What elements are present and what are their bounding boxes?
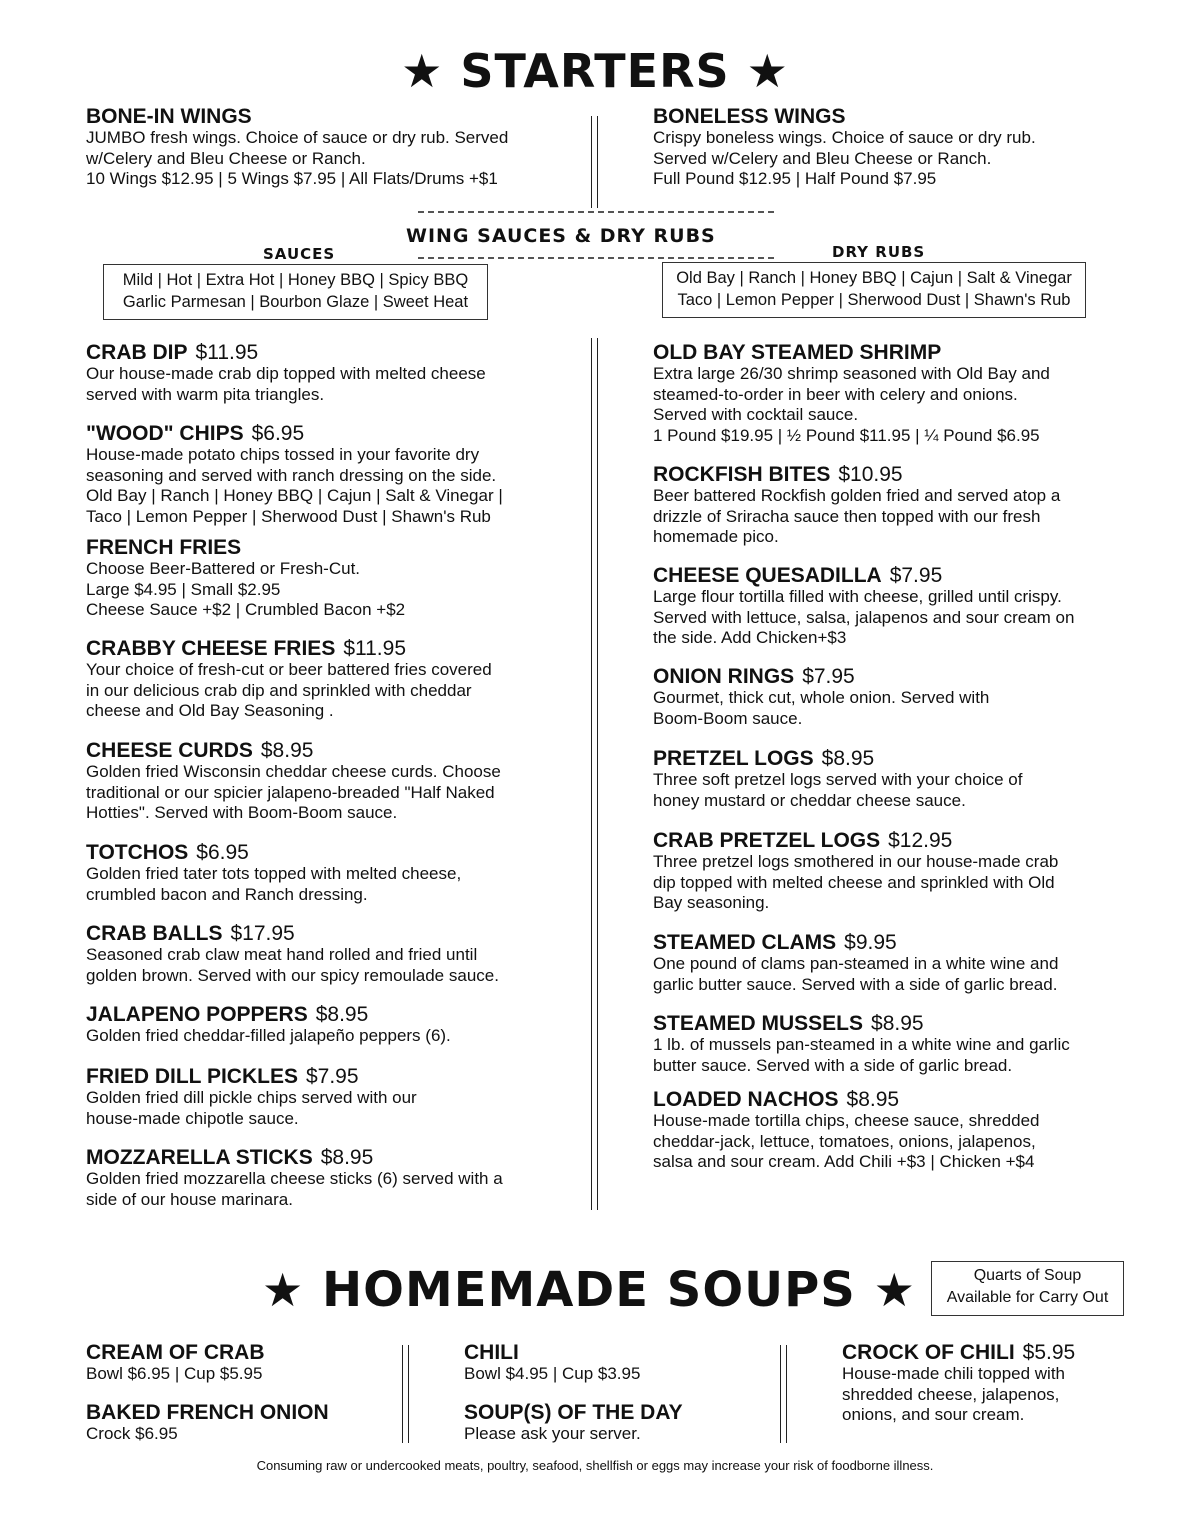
- item-name: STEAMED CLAMS $9.95: [653, 931, 897, 954]
- star-icon: ★: [262, 1263, 305, 1317]
- item-desc: Choose Beer-Battered or Fresh-Cut. Large $4.95 | Small $2.95 Cheese Sauce +$2 | Crumbled Bacon +$2: [86, 559, 406, 619]
- item-name: LOADED NACHOS $8.95: [653, 1088, 900, 1111]
- sauces-label: SAUCES: [263, 245, 336, 263]
- item-name: CRAB BALLS $17.95: [86, 922, 295, 945]
- item-price: $10.95: [838, 463, 903, 486]
- item-desc: Three soft pretzel logs served with your choice of honey mustard or cheddar cheese sauce.: [653, 770, 1023, 810]
- soup-item: [464, 1402, 683, 1445]
- item-name: CROCK OF CHILI $5.95: [842, 1341, 1076, 1364]
- menu-item: [653, 464, 1060, 548]
- item-desc: Bowl $6.95 | Cup $5.95: [86, 1364, 263, 1383]
- menu-item: [653, 565, 1074, 649]
- menu-item: [86, 1066, 417, 1129]
- menu-item: [86, 740, 501, 824]
- menu-item: [86, 923, 499, 986]
- menu-item: [653, 748, 1022, 811]
- dry-rubs-label: DRY RUBS: [832, 243, 926, 261]
- item-name: TOTCHOS $6.95: [86, 841, 249, 864]
- column-divider: [402, 1345, 409, 1443]
- soup-item: [86, 1342, 265, 1385]
- starters-heading: [0, 44, 1190, 98]
- menu-item-boneless-wings: [653, 106, 1036, 190]
- item-name: CRAB DIP $11.95: [86, 341, 259, 364]
- item-desc: One pound of clams pan-steamed in a white wine and garlic butter sauce. Served with a side of garlic bread.: [653, 954, 1059, 994]
- item-desc: Golden fried mozzarella cheese sticks (6) served with a side of our house marinara.: [86, 1169, 503, 1209]
- item-desc: Golden fried dill pickle chips served with our house-made chipotle sauce.: [86, 1088, 417, 1128]
- dashed-divider: [418, 211, 774, 213]
- item-name: CHILI: [464, 1341, 519, 1364]
- star-icon: ★: [873, 1263, 916, 1317]
- menu-item: [86, 537, 405, 621]
- item-price: $8.95: [846, 1088, 900, 1111]
- item-price: $6.95: [251, 422, 305, 445]
- item-price: $7.95: [802, 665, 855, 688]
- item-desc: House-made potato chips tossed in your favorite dry seasoning and served with ranch dressing on the side. Old Bay | Ranch | Honey BBQ | Cajun | Salt & Vinegar | Taco | Lemon Pepper | Sherwood Dust | Shawn's Rub: [86, 445, 503, 526]
- dashed-divider: [418, 257, 774, 259]
- item-price: $5.95: [1022, 1341, 1076, 1364]
- item-price: $11.95: [343, 637, 406, 660]
- menu-item: [653, 932, 1058, 995]
- item-name: CRABBY CHEESE FRIES $11.95: [86, 637, 406, 660]
- item-desc: Large flour tortilla filled with cheese, grilled until crispy. Served with lettuce, salsa, jalapenos and sour cream on the side. Add Chicken+$3: [653, 587, 1075, 647]
- dry-rubs-box: Old Bay | Ranch | Honey BBQ | Cajun | Salt & Vinegar Taco | Lemon Pepper | Sherwood Dust | Shawn's Rub: [662, 262, 1086, 318]
- item-price: $11.95: [195, 341, 259, 364]
- item-name: FRIED DILL PICKLES $7.95: [86, 1065, 359, 1088]
- item-desc: Three pretzel logs smothered in our house-made crab dip topped with melted cheese and sprinkled with Old Bay seasoning.: [653, 852, 1059, 912]
- item-name: ROCKFISH BITES $10.95: [653, 463, 903, 486]
- item-name: BONE-IN WINGS: [86, 105, 252, 128]
- item-desc: Bowl $4.95 | Cup $3.95: [464, 1364, 641, 1383]
- item-name: STEAMED MUSSELS $8.95: [653, 1012, 924, 1035]
- item-name: MOZZARELLA STICKS $8.95: [86, 1146, 374, 1169]
- column-divider: [591, 116, 598, 208]
- quarts-box: Quarts of Soup Available for Carry Out: [931, 1261, 1124, 1316]
- item-price: $6.95: [196, 841, 249, 864]
- item-name: BAKED FRENCH ONION: [86, 1401, 329, 1424]
- soup-item: [464, 1342, 640, 1385]
- menu-item: [86, 1004, 451, 1047]
- item-desc: Seasoned crab claw meat hand rolled and fried until golden brown. Served with our spicy remoulade sauce.: [86, 945, 499, 985]
- soup-item: [86, 1402, 329, 1445]
- sauces-box: Mild | Hot | Extra Hot | Honey BBQ | Spicy BBQ Garlic Parmesan | Bourbon Glaze | Sweet Heat: [103, 264, 488, 320]
- column-divider: [780, 1345, 787, 1443]
- item-price: $8.95: [260, 739, 314, 762]
- menu-item: [653, 830, 1058, 914]
- item-price: $8.95: [871, 1012, 924, 1035]
- item-name: PRETZEL LOGS $8.95: [653, 747, 875, 770]
- item-desc: Gourmet, thick cut, whole onion. Served with Boom-Boom sauce.: [653, 688, 990, 728]
- menu-item: [86, 842, 461, 905]
- star-icon: ★: [401, 44, 444, 98]
- item-name: BONELESS WINGS: [653, 105, 846, 128]
- item-price: $12.95: [888, 829, 953, 852]
- item-name: CREAM OF CRAB: [86, 1341, 265, 1364]
- menu-item: [86, 1147, 503, 1210]
- item-desc: Crock $6.95: [86, 1424, 178, 1443]
- item-desc: Your choice of fresh-cut or beer battered fries covered in our delicious crab dip and sprinkled with cheddar cheese and Old Bay Seasoning .: [86, 660, 492, 720]
- item-desc: JUMBO fresh wings. Choice of sauce or dry rub. Served w/Celery and Bleu Cheese or Ranch. 10 Wings $12.95 | 5 Wings $7.95 | All Flats/Drums +$1: [86, 128, 509, 188]
- star-icon: ★: [746, 44, 789, 98]
- soups-heading: [262, 1262, 916, 1318]
- item-price: $9.95: [844, 931, 897, 954]
- item-desc: Golden fried tater tots topped with melted cheese, crumbled bacon and Ranch dressing.: [86, 864, 462, 904]
- item-price: $8.95: [320, 1146, 374, 1169]
- item-desc: 1 lb. of mussels pan-steamed in a white wine and garlic butter sauce. Served with a side of garlic bread.: [653, 1035, 1070, 1075]
- item-desc: Our house-made crab dip topped with melted cheese served with warm pita triangles.: [86, 364, 486, 404]
- menu-item-bone-in-wings: [86, 106, 508, 190]
- foodborne-illness-disclaimer: Consuming raw or undercooked meats, poultry, seafood, shellfish or eggs may increase your risk of foodborne illness.: [256, 1458, 934, 1473]
- item-name: CRAB PRETZEL LOGS $12.95: [653, 829, 953, 852]
- wing-sauces-title: WING SAUCES & DRY RUBS: [406, 225, 716, 247]
- column-divider: [591, 338, 598, 1210]
- item-name: "WOOD" CHIPS $6.95: [86, 422, 305, 445]
- item-desc: Please ask your server.: [464, 1424, 641, 1443]
- item-name: CHEESE QUESADILLA $7.95: [653, 564, 943, 587]
- item-name: OLD BAY STEAMED SHRIMP: [653, 341, 942, 364]
- item-desc: Beer battered Rockfish golden fried and served atop a drizzle of Sriracha sauce then topped with our fresh homemade pico.: [653, 486, 1061, 546]
- menu-item: [653, 342, 1050, 446]
- soup-item: [842, 1342, 1075, 1426]
- item-desc: House-made tortilla chips, cheese sauce, shredded cheddar-jack, lettuce, tomatoes, onions, jalapenos, salsa and sour cream. Add Chili +$3 | Chicken +$4: [653, 1111, 1040, 1171]
- menu-item: [653, 1013, 1070, 1076]
- item-desc: Golden fried Wisconsin cheddar cheese curds. Choose traditional or our spicier jalapeno-breaded "Half Naked Hotties". Served with Boom-Boom sauce.: [86, 762, 501, 822]
- item-price: $7.95: [889, 564, 943, 587]
- menu-item: [86, 423, 503, 527]
- item-price: $8.95: [821, 747, 875, 770]
- item-price: $7.95: [305, 1065, 359, 1088]
- item-name: FRENCH FRIES: [86, 536, 242, 559]
- item-name: SOUP(S) OF THE DAY: [464, 1401, 683, 1424]
- item-desc: House-made chili topped with shredded cheese, jalapenos, onions, and sour cream.: [842, 1364, 1066, 1424]
- item-price: $17.95: [230, 922, 295, 945]
- menu-item: [86, 342, 486, 405]
- menu-item: [653, 666, 989, 729]
- menu-item: [653, 1089, 1040, 1173]
- soups-title: HOMEMADE SOUPS: [321, 1262, 856, 1318]
- item-desc: Extra large 26/30 shrimp seasoned with Old Bay and steamed-to-order in beer with celery and onions. Served with cocktail sauce. 1 Pound $19.95 | ½ Pound $11.95 | ¼ Pound $6.95: [653, 364, 1050, 445]
- item-name: CHEESE CURDS $8.95: [86, 739, 314, 762]
- starters-title: STARTERS: [460, 44, 730, 98]
- menu-item: [86, 638, 492, 722]
- item-name: JALAPENO POPPERS $8.95: [86, 1003, 369, 1026]
- item-name: ONION RINGS $7.95: [653, 665, 855, 688]
- item-price: $8.95: [315, 1003, 369, 1026]
- item-desc: Crispy boneless wings. Choice of sauce or dry rub. Served w/Celery and Bleu Cheese or Ranch. Full Pound $12.95 | Half Pound $7.95: [653, 128, 1036, 188]
- item-desc: Golden fried cheddar-filled jalapeño peppers (6).: [86, 1026, 451, 1045]
